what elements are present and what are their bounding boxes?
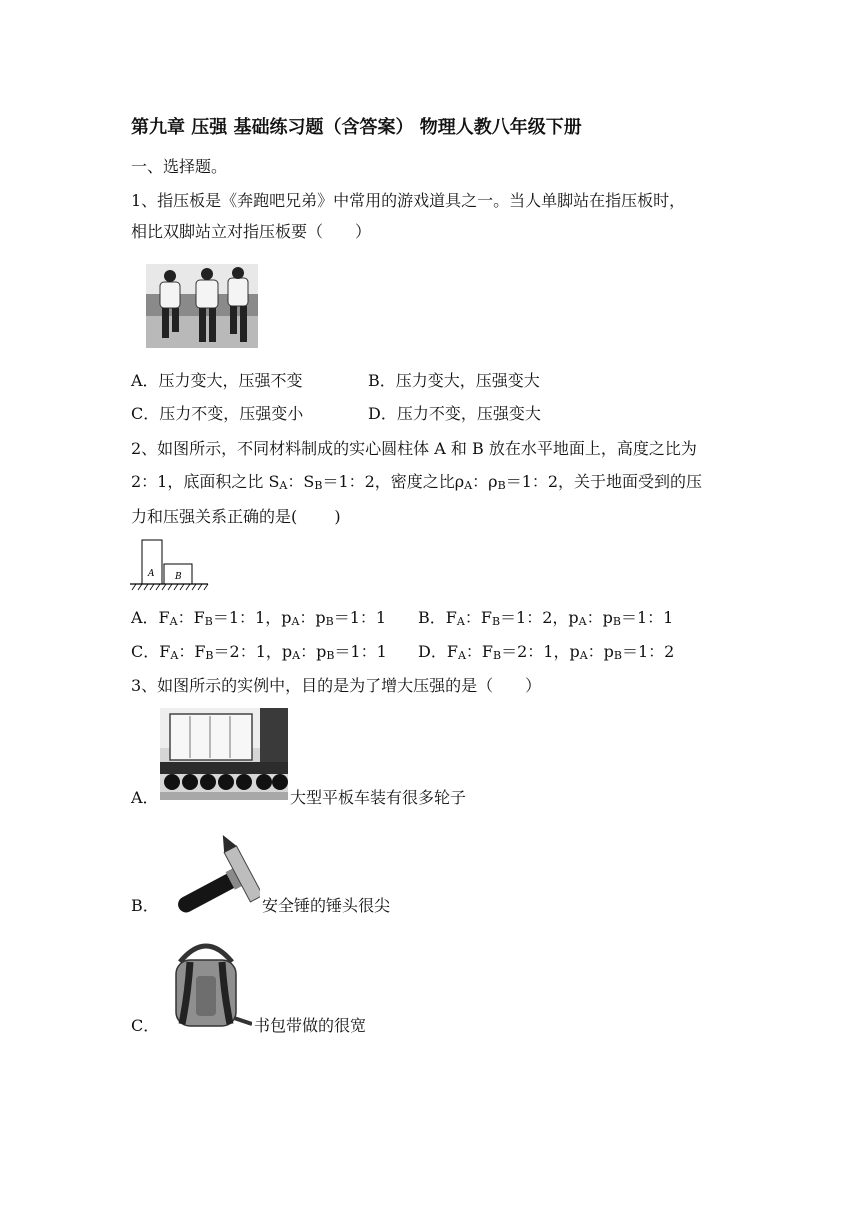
figure-label-b: B xyxy=(175,572,182,582)
q1-option-d: D．压力不变，压强变大 xyxy=(368,404,541,423)
q2-option-d: D．FA：FB＝2：1，pA：pB＝1：2 xyxy=(418,642,675,662)
q1-photo-people xyxy=(146,264,258,348)
q2-option-b: B．FA：FB＝1：2，pA：pB＝1：1 xyxy=(418,608,674,628)
q3-line1: 3、如图所示的实例中，目的是为了增大压强的是（ ） xyxy=(131,676,542,695)
q1-line2: 相比双脚站立对指压板要（ ） xyxy=(131,222,372,241)
q3-photo-backpack xyxy=(160,932,252,1032)
q2-cylinder-diagram xyxy=(128,538,210,592)
q2-line2: 2：1，底面积之比 SA：SB＝1：2，密度之比ρA：ρB＝1：2，关于地面受到的压 xyxy=(131,472,703,492)
q2-option-c: C．FA：FB＝2：1，pA：pB＝1：1 xyxy=(131,642,387,662)
q3-photo-safety-hammer xyxy=(160,826,260,916)
q2-option-a: A．FA：FB＝1：1，pA：pB＝1：1 xyxy=(131,608,387,628)
q1-option-b: B．压力变大，压强变大 xyxy=(368,371,540,390)
q1-option-a: A．压力变大，压强不变 xyxy=(131,371,303,390)
q2-line1: 2、如图所示，不同材料制成的实心圆柱体 A 和 B 放在水平地面上，高度之比为 xyxy=(131,439,697,458)
q1-option-c: C．压力不变，压强变小 xyxy=(131,404,304,423)
q1-line1: 1、指压板是《奔跑吧兄弟》中常用的游戏道具之一。当人单脚站在指压板时， xyxy=(131,191,686,210)
q3-option-c-text: 书包带做的很宽 xyxy=(254,1016,367,1035)
q3-option-a-text: 大型平板车装有很多轮子 xyxy=(290,788,467,807)
q3-photo-flatbed-truck xyxy=(160,708,288,800)
section-heading: 一、选择题。 xyxy=(131,157,228,176)
q3-option-b-label: B． xyxy=(131,896,159,915)
q2-line3: 力和压强关系正确的是( ) xyxy=(131,507,341,526)
figure-label-a: A xyxy=(148,569,155,579)
page-title: 第九章 压强 基础练习题（含答案） 物理人教八年级下册 xyxy=(131,117,582,138)
q3-option-b-text: 安全锤的锤头很尖 xyxy=(262,896,391,915)
q3-option-c-label: C． xyxy=(131,1016,160,1035)
q3-option-a-label: A． xyxy=(131,788,159,807)
